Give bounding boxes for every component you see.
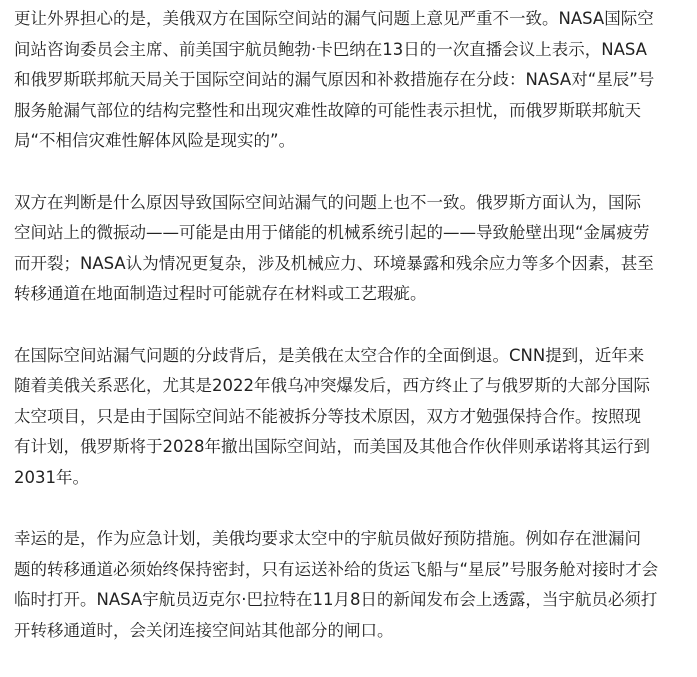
text-line: 转移通道在地面制造过程时可能就存在材料或工艺瑕疵。 [14, 284, 427, 304]
paragraph [14, 4, 697, 157]
text-line: 和俄罗斯联邦航天局关于国际空间站的漏气原因和补救措施存在分歧：NASA对“星辰”号 [14, 70, 655, 90]
text-line: 开转移通道时，会关闭连接空间站其他部分的闸口。 [14, 620, 394, 640]
text-line: 有计划，俄罗斯将于2028年撤出国际空间站，而美国及其他合作伙伴则承诺将其运行到 [14, 437, 650, 457]
text-line: 太空项目，只是由于国际空间站不能被拆分等技术原因，双方才勉强保持合作。按照现 [14, 406, 641, 426]
text-line: 局“不相信灾难性解体风险是现实的”。 [14, 131, 296, 151]
text-line: 更让外界担心的是，美俄双方在国际空间站的漏气问题上意见严重不一致。NASA国际空 [14, 9, 654, 28]
text-line: 而开裂；NASA认为情况更复杂，涉及机械应力、环境暴露和残余应力等多个因素，甚至 [14, 253, 654, 273]
text-line: 随着美俄关系恶化，尤其是2022年俄乌冲突爆发后，西方终止了与俄罗斯的大部分国际 [14, 376, 650, 396]
text-line: 空间站上的微振动——可能是由用于储能的机械系统引起的——导致舱壁出现“金属疲劳 [14, 223, 650, 243]
text-line: 服务舱漏气部位的结构完整性和出现灾难性故障的可能性表示担忧，而俄罗斯联邦航天 [14, 100, 641, 120]
paragraph [14, 341, 697, 494]
text-line: 双方在判断是什么原因导致国际空间站漏气的问题上也不一致。俄罗斯方面认为，国际 [14, 192, 641, 212]
text-line: 临时打开。NASA宇航员迈克尔·巴拉特在11月8日的新闻发布会上透露，当宇航员必须打 [14, 590, 658, 610]
paragraph [14, 524, 697, 646]
text-line: 在国际空间站漏气问题的分歧背后，是美俄在太空合作的全面倒退。CNN提到，近年来 [14, 345, 645, 365]
text-line: 2031年。 [14, 467, 89, 487]
text-line: 幸运的是，作为应急计划，美俄均要求太空中的宇航员做好预防措施。例如存在泄漏问 [14, 529, 641, 549]
text-line: 间站咨询委员会主席、前美国宇航员鲍勃·卡巴纳在13日的一次直播会议上表示，NASA [14, 39, 647, 59]
paragraph [14, 188, 697, 310]
article-body [14, 4, 697, 677]
text-line: 题的转移通道必须始终保持密封，只有运送补给的货运飞船与“星辰”号服务舱对接时才会 [14, 559, 659, 579]
